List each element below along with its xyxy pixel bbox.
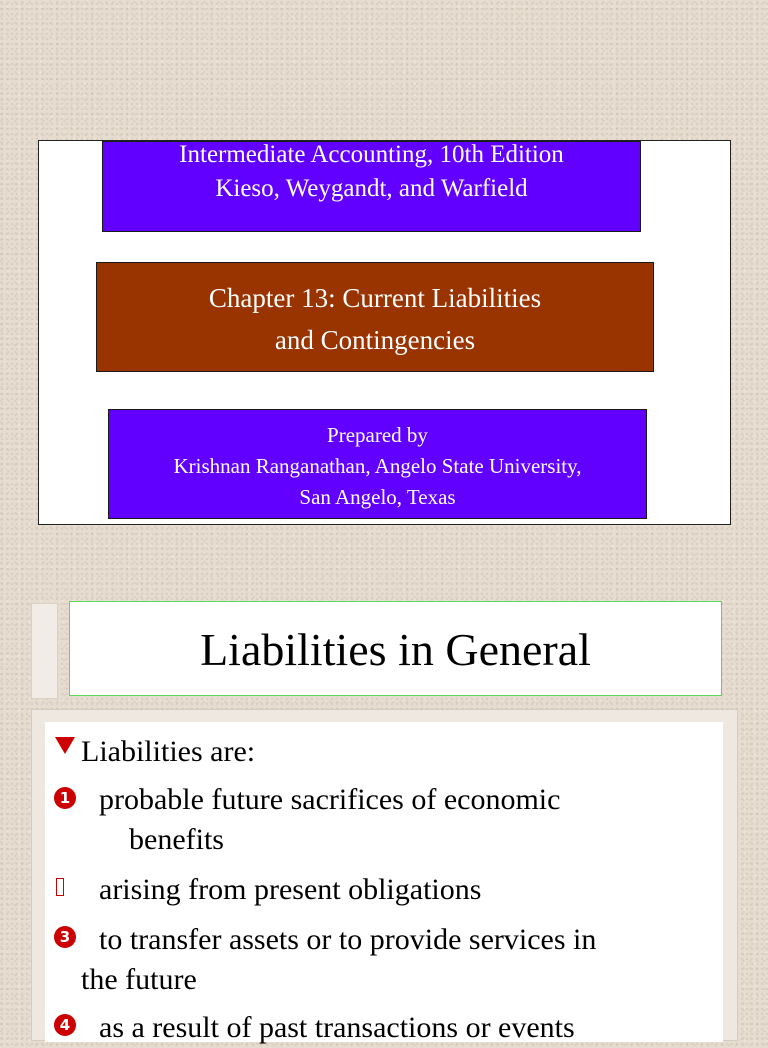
number-four-icon: 4 bbox=[54, 1014, 76, 1036]
slide-body bbox=[45, 722, 723, 1042]
intro-text: Liabilities are: bbox=[81, 735, 256, 768]
slide-title: Liabilities in General bbox=[69, 601, 722, 696]
item-1-line1: probable future sacrifices of economic bbox=[99, 783, 561, 816]
prepared-by-box bbox=[108, 409, 647, 519]
item-3-line1: to transfer assets or to provide services in bbox=[99, 923, 597, 956]
chapter-line2: and Contingencies bbox=[274, 325, 476, 355]
item-3-line2: the future bbox=[81, 963, 197, 996]
item-4-line1: as a result of past transactions or events bbox=[99, 1011, 575, 1044]
prepared-line2: Krishnan Ranganathan, Angelo State University, bbox=[173, 454, 582, 478]
chapter-box bbox=[96, 262, 654, 372]
number-one-icon: 1 bbox=[54, 787, 76, 809]
title-slide bbox=[38, 140, 731, 525]
prepared-line3: San Angelo, Texas bbox=[299, 485, 456, 509]
prepared-line1: Prepared by bbox=[327, 423, 428, 447]
course-title-line1: Intermediate Accounting, 10th Edition bbox=[179, 141, 564, 168]
number-two-icon bbox=[56, 878, 64, 896]
course-title-line2: Kieso, Weygandt, and Warfield bbox=[215, 175, 528, 202]
item-2-line1: arising from present obligations bbox=[99, 873, 482, 906]
course-title-box bbox=[102, 141, 641, 232]
chapter-line1: Chapter 13: Current Liabilities bbox=[208, 283, 542, 313]
slide-side-frame bbox=[31, 603, 58, 699]
number-three-icon: 3 bbox=[54, 926, 76, 948]
item-1-line2: benefits bbox=[129, 823, 224, 856]
triangle-bullet-icon bbox=[55, 737, 75, 754]
